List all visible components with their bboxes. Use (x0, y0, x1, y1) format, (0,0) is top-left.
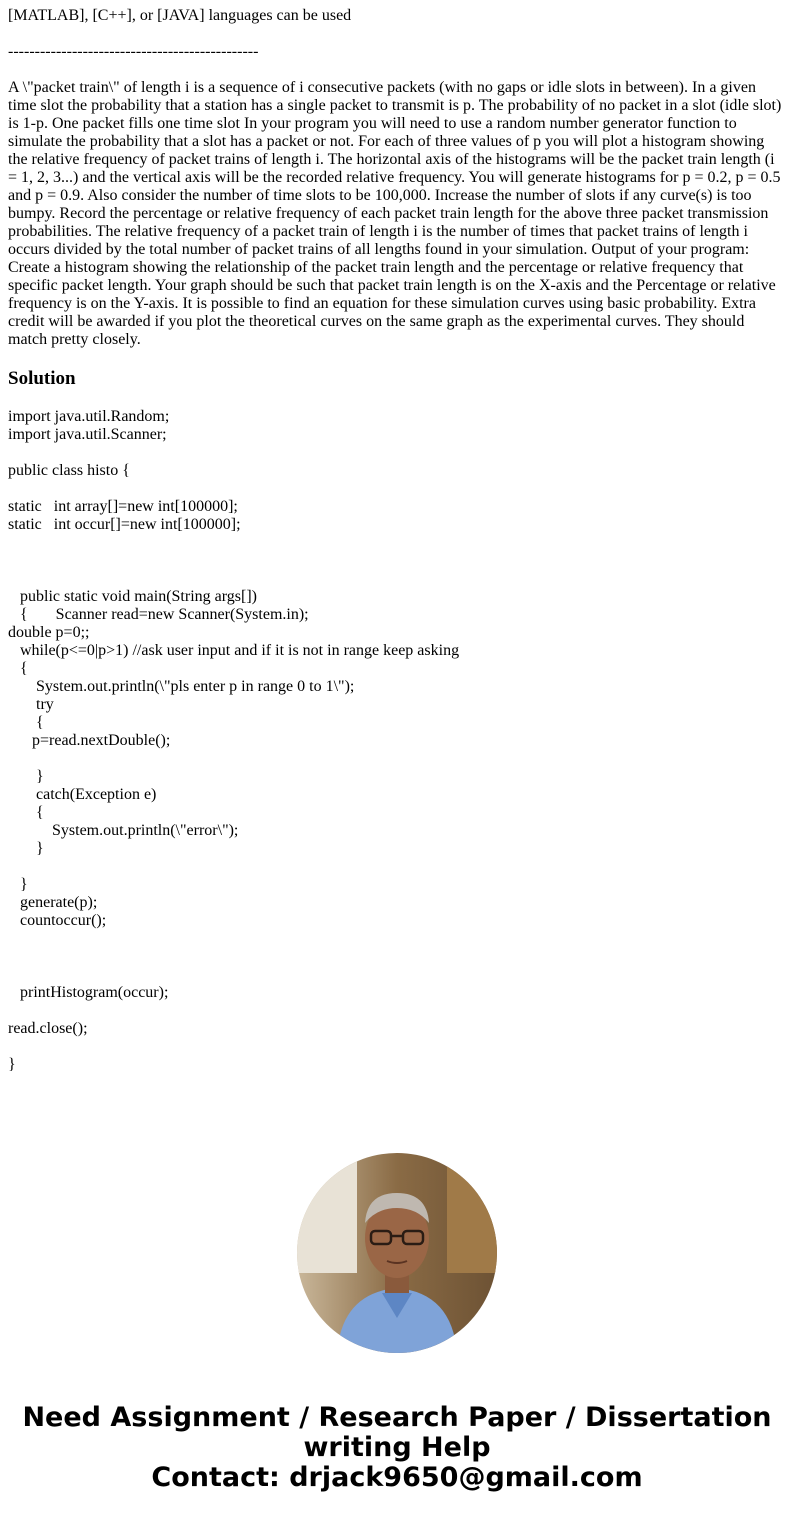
promo-banner (0, 1403, 794, 1493)
code-line: read.close(); (8, 1020, 88, 1037)
code-line: static int array[]=new int[100000]; (8, 498, 238, 515)
code-line: countoccur(); (8, 912, 107, 929)
code-line (8, 444, 786, 462)
code-line (8, 480, 786, 498)
language-note: [MATLAB], [C++], or [JAVA] languages can be used (8, 7, 352, 24)
promo-line-1: Need Assignment / Research Paper / Dissertation (22, 1402, 772, 1433)
question-text: A \"packet train\" of length i is a sequence of i consecutive packets (with no gaps or idle slots in between). In a given time slot the probability that a station has a single packet to transmit is p. The probability of no packet in a slot (idle slot) is 1-p. One packet fills one time slot In your program you will need to use a random number generator function to simulate the probability that a slot has a packet or not. For each of three values of p you will plot a histogram showing the relative frequency of packet trains of length i. The horizontal axis of the histograms will be the packet train length (i = 1, 2, 3...) and the vertical axis will be the recorded relative frequency. You will generate histograms for p = 0.2, p = 0.5 and p = 0.9. Also consider the number of time slots to be 100,000. Increase the number of slots if any curve(s) is too bumpy. Record the percentage or relative frequency of each packet train length for the above three packet transmission probabilities. The relative frequency of a packet train of length i is the number of times that packet trains of length i occurs divided by the total number of packet trains of all lengths found in your simulation. Output of your program: Create a histogram showing the relationship of the packet train length and the percentage or relative frequency that specific packet length. Your graph should be such that packet train length is on the X-axis and the Percentage or relative frequency is on the Y-axis. It is possible to find an equation for these simulation curves using basic probability. Extra credit will be awarded if you plot the theoretical curves on the same graph as the experimental curves. They should match pretty closely. (8, 79, 782, 348)
author-portrait-image (297, 1153, 497, 1353)
code-line (8, 552, 786, 570)
divider-line: ----------------------------------------------- (8, 43, 259, 60)
code-line: printHistogram(occur); (8, 984, 169, 1001)
code-line: import java.util.Scanner; (8, 426, 167, 443)
code-line: p=read.nextDouble(); (8, 732, 171, 749)
code-line (8, 966, 786, 984)
code-line: catch(Exception e) (8, 786, 157, 803)
code-line: } (8, 768, 44, 785)
promo-contact-line: Contact: drjack9650@gmail.com (151, 1462, 643, 1493)
code-line: public static void main(String args[]) (8, 588, 257, 605)
code-line (8, 534, 786, 552)
code-line (8, 858, 786, 876)
code-line: System.out.println(\"error\"); (8, 822, 239, 839)
code-line: static int occur[]=new int[100000]; (8, 516, 241, 533)
code-line (8, 570, 786, 588)
document-content (8, 7, 786, 1074)
code-line: { (8, 660, 28, 677)
code-line: while(p<=0|p>1) //ask user input and if it is not in range keep asking (8, 642, 460, 659)
code-line: System.out.println(\"pls enter p in range 0 to 1\"); (8, 678, 355, 695)
code-line: public class histo { (8, 462, 130, 479)
code-line: { (8, 804, 44, 821)
code-line (8, 930, 786, 948)
code-line (8, 750, 786, 768)
author-avatar (297, 1153, 497, 1353)
code-line: double p=0;; (8, 624, 90, 641)
code-line: } (8, 840, 44, 857)
code-line (8, 948, 786, 966)
code-line (8, 1002, 786, 1020)
code-line: try (8, 696, 54, 713)
code-block (8, 408, 786, 1074)
code-line: } (8, 1056, 16, 1073)
code-line: generate(p); (8, 894, 98, 911)
code-line: } (8, 876, 28, 893)
code-line (8, 1038, 786, 1056)
solution-heading: Solution (8, 368, 76, 389)
promo-line-2: writing Help (303, 1432, 491, 1463)
code-line: { (8, 714, 44, 731)
code-line: { Scanner read=new Scanner(System.in); (8, 606, 309, 623)
code-line: import java.util.Random; (8, 408, 170, 425)
